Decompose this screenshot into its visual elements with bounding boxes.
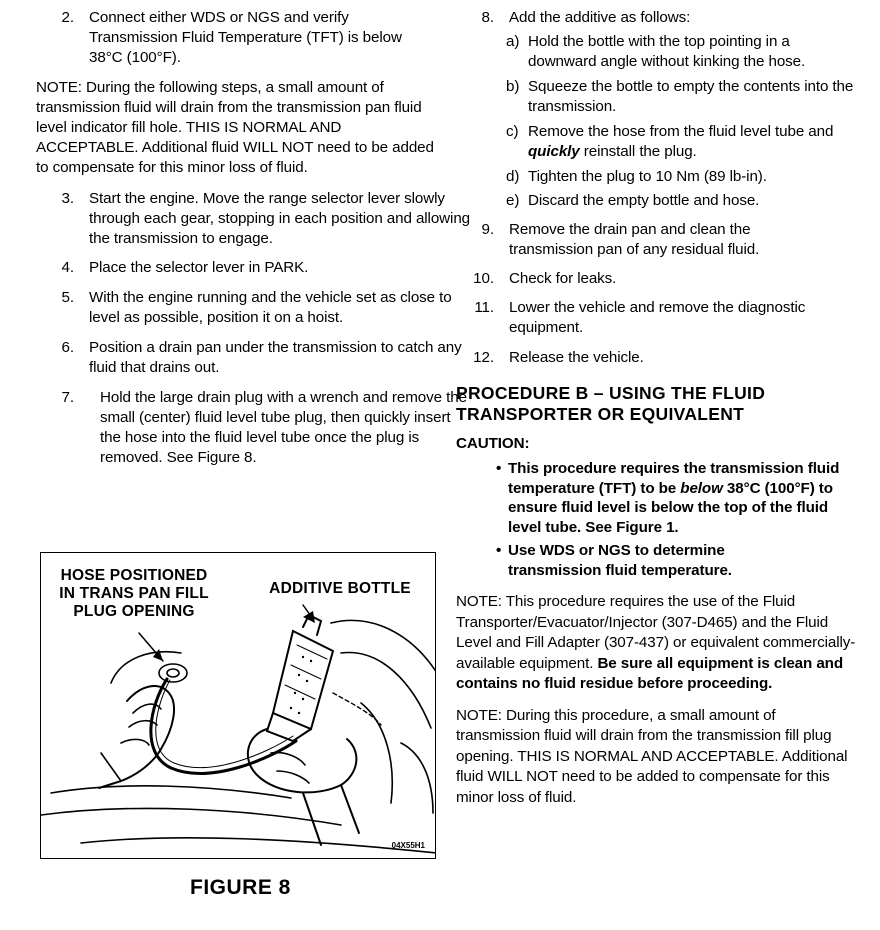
step-number: 4. bbox=[61, 259, 74, 276]
step-9 bbox=[456, 220, 819, 260]
step-6 bbox=[36, 338, 479, 378]
sub-label: d) bbox=[506, 168, 520, 185]
step-10 bbox=[456, 269, 866, 289]
step-12 bbox=[456, 348, 866, 368]
step-text: Hold the large drain plug with a wrench and remove the small (center) fluid level tube plug, then quickly insert the hose into the fluid level tube once the plug is removed. See Figure 8. bbox=[100, 389, 467, 466]
note-equipment bbox=[456, 592, 860, 695]
step-8a bbox=[456, 32, 854, 72]
left-column bbox=[36, 0, 471, 468]
step-number: 9. bbox=[481, 221, 494, 238]
note-drain: NOTE: During the following steps, a small amount of transmission fluid will drain from the transmission pan fluid level indicator fill hole. THIS IS NORMAL AND ACCEPTABLE. Additional fluid WILL NOT need to be added to compensate for this minor loss of fluid. bbox=[36, 79, 434, 176]
step-number: 7. bbox=[61, 389, 74, 406]
bottle-label: ADDITIVE BOTTLE bbox=[269, 580, 411, 597]
sub-label: e) bbox=[506, 192, 520, 209]
step-3 bbox=[36, 189, 477, 249]
step-text: With the engine running and the vehicle set as close to level as possible, position it on a hoist. bbox=[89, 289, 452, 326]
figure-code: 04X55H1 bbox=[391, 841, 425, 850]
bullet-icon: • bbox=[496, 542, 502, 559]
sub-text: Remove the hose from the fluid level tube and bbox=[528, 123, 834, 140]
step-8e bbox=[456, 191, 866, 211]
sub-text: Discard the empty bottle and hose. bbox=[528, 192, 760, 209]
sub-text: Hold the bottle with the top pointing in a downward angle without kinking the hose. bbox=[528, 33, 806, 70]
bullet-text: 38°C (100°F) to ensure fluid level is below the top of the fluid level tube. See Figure 1. bbox=[508, 479, 833, 536]
sub-text: Squeeze the bottle to empty the contents into the transmission. bbox=[528, 78, 854, 115]
step-text: Position a drain pan under the transmission to catch any fluid that drains out. bbox=[89, 339, 462, 376]
step-text: Place the selector lever in PARK. bbox=[89, 259, 309, 276]
step-11 bbox=[456, 298, 865, 338]
note-text: NOTE: This procedure requires the use of the Fluid Transporter/Evacuator/Injector (307-D465) and the Fluid Level and Fill Adapter (307-437) or equivalent commercially-available equipment. bbox=[456, 593, 856, 672]
bullet-icon: • bbox=[496, 460, 502, 477]
step-8b bbox=[456, 77, 858, 117]
step-text: Remove the drain pan and clean the transmission pan of any residual fluid. bbox=[509, 221, 760, 258]
right-column bbox=[456, 0, 866, 808]
bullet-text: This procedure requires the transmission fluid temperature (TFT) to be bbox=[508, 460, 840, 497]
step-number: 8. bbox=[481, 9, 494, 26]
sub-label: b) bbox=[506, 78, 520, 95]
sub-text: reinstall the plug. bbox=[579, 143, 697, 160]
hose-label: HOSE POSITIONED IN TRANS PAN FILL PLUG OPENING bbox=[59, 567, 209, 620]
step-7 bbox=[36, 388, 468, 468]
step-number: 12. bbox=[473, 349, 494, 366]
step-4 bbox=[36, 258, 436, 278]
step-text: Release the vehicle. bbox=[509, 349, 644, 366]
figure-caption: FIGURE 8 bbox=[190, 876, 291, 899]
caution-bullet-1 bbox=[456, 459, 844, 537]
caution-bullet-2 bbox=[456, 541, 798, 580]
step-8 bbox=[456, 8, 866, 28]
step-number: 10. bbox=[473, 270, 494, 287]
bullet-text-emphasis: below bbox=[680, 479, 723, 497]
note-drain-fill-plug: NOTE: During this procedure, a small amount of transmission fluid will drain from the transmission fill plug opening. THIS IS NORMAL AND ACCEPTABLE. Additional fluid WILL NOT need to be added to compensate for this minor loss of fluid. bbox=[456, 706, 848, 806]
step-text: Lower the vehicle and remove the diagnostic equipment. bbox=[509, 299, 806, 336]
sub-text: Tighten the plug to 10 Nm (89 lb-in). bbox=[528, 168, 767, 185]
step-number: 11. bbox=[474, 299, 494, 316]
figure-8-illustration bbox=[40, 552, 436, 859]
caution-label: CAUTION: bbox=[456, 435, 530, 452]
step-text: Start the engine. Move the range selector lever slowly through each gear, stopping in each position and allowing the transmission to engage. bbox=[89, 190, 471, 247]
step-number: 3. bbox=[61, 190, 74, 207]
sub-label: a) bbox=[506, 33, 520, 50]
note-text-bold: Be sure all equipment is clean and contains no fluid residue before proceeding. bbox=[456, 654, 844, 692]
step-text: Add the additive as follows: bbox=[509, 9, 691, 26]
step-number: 5. bbox=[61, 289, 74, 306]
step-5 bbox=[36, 288, 479, 328]
step-8c bbox=[456, 122, 854, 162]
step-8d bbox=[456, 167, 866, 187]
procedure-b-heading: PROCEDURE B – USING THE FLUID TRANSPORTER OR EQUIVALENT bbox=[456, 383, 766, 424]
sub-label: c) bbox=[506, 123, 519, 140]
step-2 bbox=[36, 8, 415, 68]
step-text: Check for leaks. bbox=[509, 270, 617, 287]
step-text: Connect either WDS or NGS and verify Transmission Fluid Temperature (TFT) is below 38°C (100°F). bbox=[89, 9, 402, 66]
step-number: 2. bbox=[61, 9, 74, 26]
step-number: 6. bbox=[61, 339, 74, 356]
sub-text-emphasis: quickly bbox=[528, 143, 580, 160]
bullet-text: Use WDS or NGS to determine transmission fluid temperature. bbox=[508, 542, 732, 579]
